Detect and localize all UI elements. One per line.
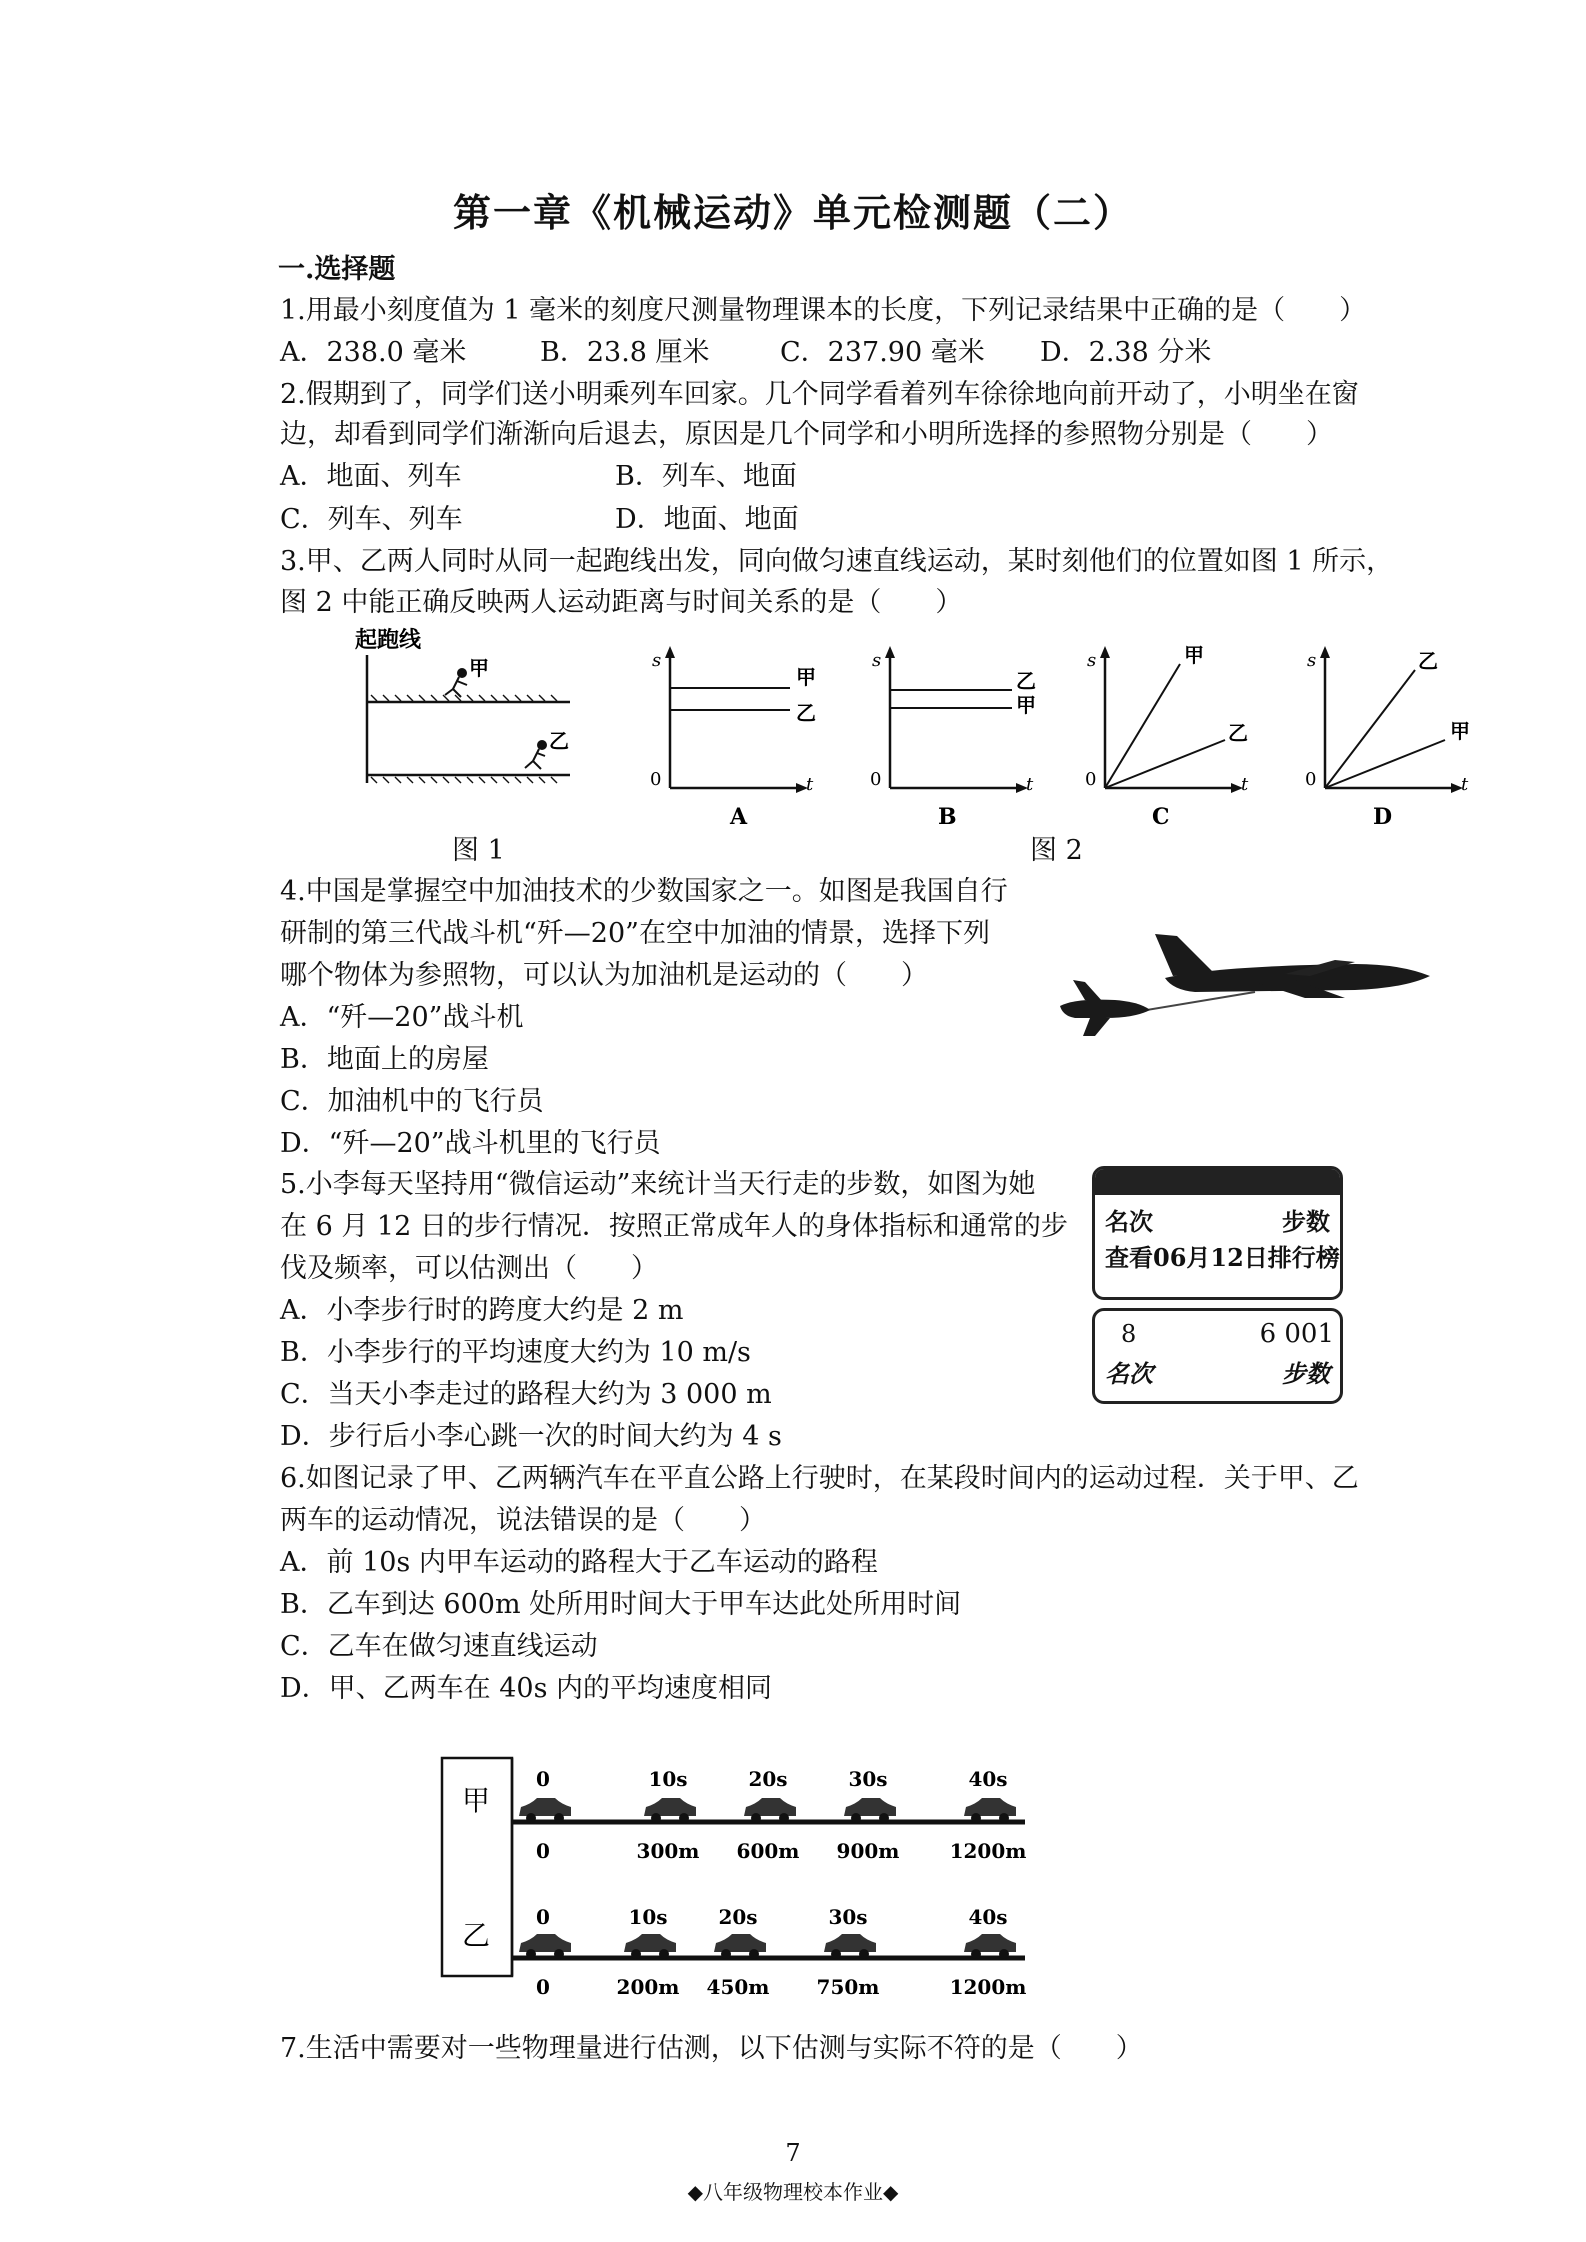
q6-option-c[interactable]: C．乙车在做匀速直线运动 <box>280 1631 598 1662</box>
graph-b-s: s <box>872 650 882 671</box>
q4-stem-line2: 研制的第三代战斗机“歼—20”在空中加油的情景，选择下列 <box>280 918 990 949</box>
q4-option-b[interactable]: B．地面上的房屋 <box>280 1044 489 1075</box>
car-b-labels <box>536 1905 1026 1999</box>
graph-c-t: t <box>1241 774 1249 795</box>
car-a-icon <box>844 1798 896 1823</box>
steps-value: 6 001 <box>1259 1319 1334 1349</box>
graph-c-top-label: 甲 <box>1184 643 1204 667</box>
q3-stem-line2: 图 2 中能正确反映两人运动距离与时间关系的是（ ） <box>280 587 963 618</box>
car-a-distance: 300m <box>636 1839 700 1863</box>
start-line-label: 起跑线 <box>355 627 422 653</box>
q1-option-c[interactable]: C．237.90 毫米 <box>780 337 985 368</box>
q1-option-b[interactable]: B．23.8 厘米 <box>540 337 710 368</box>
car-b-icon <box>519 1934 571 1959</box>
rank-value: 8 <box>1121 1320 1137 1348</box>
q5-option-c[interactable]: C．当天小李走过的路程大约为 3 000 m <box>280 1379 772 1410</box>
graph-b-top-label: 乙 <box>1016 669 1036 693</box>
car-a-distance: 1200m <box>949 1839 1027 1863</box>
graph-d-top-label: 乙 <box>1418 649 1438 673</box>
q4-stem-line3: 哪个物体为参照物，可以认为加油机是运动的（ ） <box>280 960 928 991</box>
car-b-time: 10s <box>628 1905 668 1929</box>
car-a-icon <box>519 1798 571 1823</box>
graph-c-s: s <box>1087 650 1097 671</box>
graph-d-bottom-label: 甲 <box>1450 719 1470 743</box>
car-b-time: 20s <box>718 1905 758 1929</box>
runner-b-label: 乙 <box>549 729 569 753</box>
graph-d-s: s <box>1307 650 1317 671</box>
car-b-distance: 0 <box>536 1975 550 1999</box>
car-b-distance: 200m <box>616 1975 680 1999</box>
car-b-time: 40s <box>968 1905 1008 1929</box>
car-b-time: 30s <box>828 1905 868 1929</box>
graph-c-bottom-label: 乙 <box>1228 721 1248 745</box>
q6-option-d[interactable]: D．甲、乙两车在 40s 内的平均速度相同 <box>280 1673 773 1704</box>
graph-d-letter: D <box>1373 804 1393 830</box>
car-a-time: 10s <box>648 1767 688 1791</box>
graph-b-letter: B <box>938 804 957 830</box>
car-a-time: 20s <box>748 1767 788 1791</box>
q3-stem-line1: 3.甲、乙两人同时从同一起跑线出发，同向做匀速直线运动，某时刻他们的位置如图 1 所示， <box>280 546 1394 577</box>
graph-c <box>1085 643 1249 830</box>
q6-option-a[interactable]: A．前 10s 内甲车运动的路程大于乙车运动的路程 <box>280 1547 878 1578</box>
car-a-icon <box>744 1798 796 1823</box>
q2-option-a[interactable]: A．地面、列车 <box>280 461 462 492</box>
q5-stem-line1: 5.小李每天坚持用“微信运动”来统计当天行走的步数，如图为她 <box>280 1169 1036 1200</box>
header-steps-label: 步数 <box>1282 1207 1330 1236</box>
car-b-time: 0 <box>536 1905 550 1929</box>
car-b-icon <box>714 1934 766 1959</box>
figure-1-start-line <box>345 625 575 790</box>
graph-a-t: t <box>806 774 814 795</box>
car-a-icon <box>964 1798 1016 1823</box>
runner-b-icon <box>525 741 546 769</box>
graph-d <box>1305 646 1470 830</box>
header-rank-label: 名次 <box>1105 1207 1153 1236</box>
car-b-distance: 450m <box>706 1975 770 1999</box>
car-b-distance: 1200m <box>949 1975 1027 1999</box>
car-a-label: 甲 <box>462 1784 491 1817</box>
page-number: 7 <box>785 2139 801 2167</box>
q5-option-a[interactable]: A．小李步行时的跨度大约是 2 m <box>280 1295 684 1326</box>
graph-b-origin: 0 <box>870 769 882 790</box>
graph-d-origin: 0 <box>1305 769 1317 790</box>
graph-b-t: t <box>1026 774 1034 795</box>
runner-a-label: 甲 <box>469 656 489 680</box>
q6-option-b[interactable]: B．乙车到达 600m 处所用时间大于甲车达此处所用时间 <box>280 1589 962 1620</box>
page-title: 第一章《机械运动》单元检测题（二） <box>452 190 1133 235</box>
phone-status-bar <box>1095 1169 1340 1195</box>
graph-a-bottom-label: 乙 <box>796 701 816 725</box>
q1-stem: 1.用最小刻度值为 1 毫米的刻度尺测量物理课本的长度，下列记录结果中正确的是（ ） <box>280 295 1367 326</box>
footer-note: ◆八年级物理校本作业◆ <box>687 2180 899 2204</box>
graph-a-origin: 0 <box>650 769 662 790</box>
q2-option-c[interactable]: C．列车、列车 <box>280 504 463 535</box>
car-a-time: 30s <box>848 1767 888 1791</box>
car-a-distance: 900m <box>836 1839 900 1863</box>
graph-a <box>650 646 816 830</box>
wechat-ranking-card <box>1092 1166 1343 1300</box>
graph-a-s: s <box>652 650 662 671</box>
car-b-distance: 750m <box>816 1975 880 1999</box>
q6-stem-line2: 两车的运动情况，说法错误的是（ ） <box>280 1505 766 1536</box>
car-b-icon <box>824 1934 876 1959</box>
q5-stem-line2: 在 6 月 12 日的步行情况．按照正常成年人的身体指标和通常的步 <box>280 1211 1068 1242</box>
q1-option-a[interactable]: A．238.0 毫米 <box>280 337 467 368</box>
q2-stem-line1: 2.假期到了，同学们送小明乘列车回家。几个同学看着列车徐徐地向前开动了，小明坐在窗 <box>280 379 1359 410</box>
graph-b-bottom-label: 甲 <box>1016 693 1036 717</box>
q4-stem-line1: 4.中国是掌握空中加油技术的少数国家之一。如图是我国自行 <box>280 876 1008 907</box>
car-a-icon <box>644 1798 696 1823</box>
q5-stem-line3: 伐及频率，可以估测出（ ） <box>280 1253 658 1284</box>
footer-rank-label: 名次 <box>1105 1359 1153 1388</box>
car-a-time: 0 <box>536 1767 550 1791</box>
car-a-positions <box>519 1798 1016 1823</box>
figure-1-caption: 图 1 <box>452 835 505 866</box>
car-b-icon <box>964 1934 1016 1959</box>
runner-a-icon <box>445 669 467 697</box>
wechat-steps-card <box>1092 1308 1343 1404</box>
car-b-icon <box>624 1934 676 1959</box>
graph-b <box>870 646 1036 830</box>
figure-2-graphs <box>640 640 1500 830</box>
graph-c-letter: C <box>1152 804 1170 830</box>
q6-stem-line1: 6.如图记录了甲、乙两辆汽车在平直公路上行驶时，在某段时间内的运动过程．关于甲、乙 <box>280 1463 1359 1494</box>
car-a-distance: 0 <box>536 1839 550 1863</box>
q4-option-d[interactable]: D．“歼—20”战斗机里的飞行员 <box>280 1128 661 1159</box>
q4-option-a[interactable]: A．“歼—20”战斗机 <box>280 1002 524 1033</box>
graph-a-letter: A <box>730 804 748 830</box>
q1-option-d[interactable]: D．2.38 分米 <box>1040 337 1212 368</box>
q5-option-d[interactable]: D．步行后小李心跳一次的时间大约为 4 s <box>280 1421 782 1452</box>
car-b-positions <box>519 1934 1016 1959</box>
q2-option-d[interactable]: D．地面、地面 <box>615 504 799 535</box>
graph-c-origin: 0 <box>1085 769 1097 790</box>
q7-stem: 7.生活中需要对一些物理量进行估测，以下估测与实际不符的是（ ） <box>280 2033 1143 2064</box>
graph-d-t: t <box>1461 774 1469 795</box>
figure-2-caption: 图 2 <box>1030 835 1083 866</box>
aerial-refueling-image <box>1055 920 1435 1040</box>
ranking-title: 查看06月12日排行榜 <box>1105 1243 1340 1272</box>
car-motion-diagram <box>440 1750 1040 1999</box>
q2-stem-line2: 边，却看到同学们渐渐向后退去，原因是几个同学和小明所选择的参照物分别是（ ） <box>280 419 1333 450</box>
car-b-label: 乙 <box>462 1919 491 1952</box>
graph-a-top-label: 甲 <box>796 665 816 689</box>
q2-option-b[interactable]: B．列车、地面 <box>615 461 797 492</box>
car-a-distance: 600m <box>736 1839 800 1863</box>
car-a-time: 40s <box>968 1767 1008 1791</box>
section-heading: 一.选择题 <box>278 254 396 285</box>
footer-steps-label: 步数 <box>1282 1359 1330 1388</box>
q4-option-c[interactable]: C．加油机中的飞行员 <box>280 1086 544 1117</box>
q5-option-b[interactable]: B．小李步行的平均速度大约为 10 m/s <box>280 1337 751 1368</box>
